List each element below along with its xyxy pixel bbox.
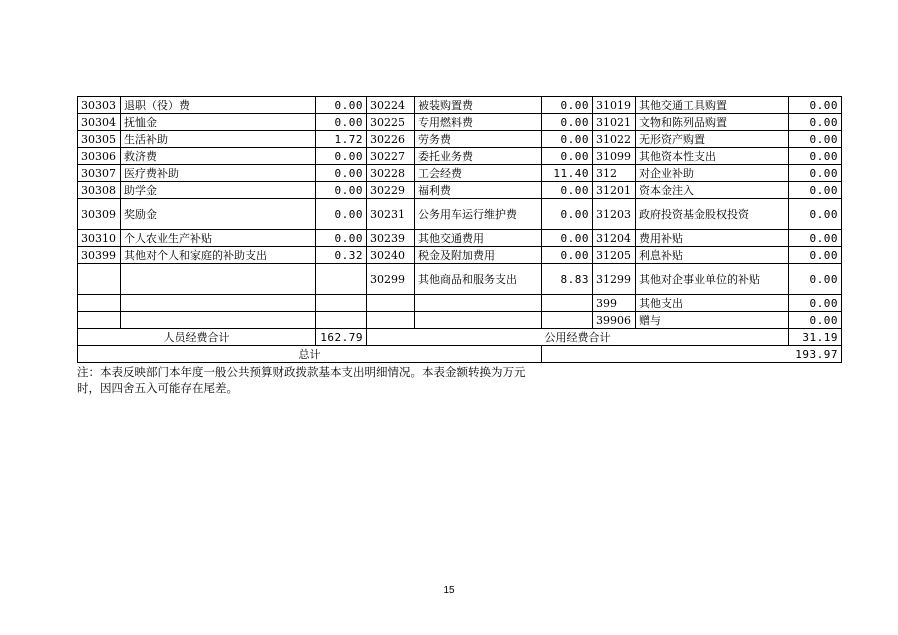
table-row [78, 165, 842, 182]
table-row [78, 97, 842, 114]
econ-code-cell: 39906 [593, 312, 636, 329]
econ-code-cell: 312 [593, 165, 636, 182]
item-name-cell: 奖励金 [121, 199, 316, 230]
item-name-cell: 其他交通费用 [415, 230, 542, 247]
amount-cell: 0.00 [542, 182, 593, 199]
item-name-cell: 文物和陈列品购置 [636, 114, 789, 131]
econ-code-cell: 30299 [367, 264, 415, 295]
econ-code-cell: 30308 [78, 182, 121, 199]
econ-code-cell: 30307 [78, 165, 121, 182]
econ-code-cell: 30224 [367, 97, 415, 114]
public-subtotal-value: 31.19 [789, 329, 842, 346]
econ-code-cell: 31203 [593, 199, 636, 230]
item-name-cell: 资本金注入 [636, 182, 789, 199]
econ-code-cell: 30310 [78, 230, 121, 247]
table-row [78, 264, 842, 295]
item-name-cell: 利息补贴 [636, 247, 789, 264]
amount-cell: 0.00 [316, 165, 367, 182]
econ-code-cell: 30231 [367, 199, 415, 230]
personnel-subtotal-label: 人员经费合计 [78, 329, 316, 346]
amount-cell: 0.00 [542, 148, 593, 165]
amount-cell: 0.00 [542, 97, 593, 114]
item-name-cell: 被装购置费 [415, 97, 542, 114]
table-row [78, 131, 842, 148]
amount-cell: 0.00 [542, 199, 593, 230]
item-name-cell: 个人农业生产补贴 [121, 230, 316, 247]
econ-code-cell: 30399 [78, 247, 121, 264]
table-row [78, 230, 842, 247]
econ-code-cell: 30240 [367, 247, 415, 264]
econ-code-cell: 30306 [78, 148, 121, 165]
amount-cell: 0.00 [316, 182, 367, 199]
amount-cell: 0.00 [789, 148, 842, 165]
item-name-cell: 其他交通工具购置 [636, 97, 789, 114]
item-name-cell: 赠与 [636, 312, 789, 329]
amount-cell: 0.32 [316, 247, 367, 264]
amount-cell: 0.00 [316, 97, 367, 114]
item-name-cell [121, 312, 316, 329]
personnel-subtotal-value: 162.79 [316, 329, 367, 346]
econ-code-cell: 399 [593, 295, 636, 312]
amount-cell: 0.00 [542, 114, 593, 131]
item-name-cell: 专用燃料费 [415, 114, 542, 131]
amount-cell: 0.00 [789, 230, 842, 247]
amount-cell: 0.00 [789, 97, 842, 114]
amount-cell [316, 295, 367, 312]
econ-code-cell: 30229 [367, 182, 415, 199]
item-name-cell: 救济费 [121, 148, 316, 165]
item-name-cell: 对企业补助 [636, 165, 789, 182]
econ-code-cell: 31205 [593, 247, 636, 264]
item-name-cell: 退职（役）费 [121, 97, 316, 114]
amount-cell [316, 312, 367, 329]
item-name-cell: 其他对个人和家庭的补助支出 [121, 247, 316, 264]
footnote-line-1: 注：本表反映部门本年度一般公共预算财政拨款基本支出明细情况。本表金额转换为万元 [77, 365, 526, 379]
footnote-line-2: 时，因四舍五入可能存在尾差。 [77, 381, 238, 395]
item-name-cell [415, 295, 542, 312]
econ-code-cell: 31299 [593, 264, 636, 295]
table-row [78, 247, 842, 264]
item-name-cell [415, 312, 542, 329]
table-row [78, 182, 842, 199]
total-row [78, 346, 842, 363]
amount-cell: 8.83 [542, 264, 593, 295]
item-name-cell: 抚恤金 [121, 114, 316, 131]
table-footnote [77, 364, 547, 396]
table-row [78, 114, 842, 131]
item-name-cell: 其他支出 [636, 295, 789, 312]
page-number: 15 [443, 585, 455, 596]
item-name-cell [121, 264, 316, 295]
econ-code-cell: 30304 [78, 114, 121, 131]
item-name-cell [121, 295, 316, 312]
public-subtotal-label: 公用经费合计 [367, 329, 789, 346]
item-name-cell: 税金及附加费用 [415, 247, 542, 264]
item-name-cell: 委托业务费 [415, 148, 542, 165]
econ-code-cell: 30226 [367, 131, 415, 148]
econ-code-cell [78, 312, 121, 329]
amount-cell: 0.00 [789, 247, 842, 264]
amount-cell: 0.00 [542, 230, 593, 247]
item-name-cell: 其他资本性支出 [636, 148, 789, 165]
econ-code-cell: 30309 [78, 199, 121, 230]
item-name-cell: 福利费 [415, 182, 542, 199]
econ-code-cell [78, 264, 121, 295]
item-name-cell: 费用补贴 [636, 230, 789, 247]
item-name-cell: 其他商品和服务支出 [415, 264, 542, 295]
amount-cell: 0.00 [316, 148, 367, 165]
econ-code-cell: 31022 [593, 131, 636, 148]
econ-code-cell: 30227 [367, 148, 415, 165]
amount-cell: 0.00 [542, 131, 593, 148]
table-row [78, 295, 842, 312]
item-name-cell: 其他对企事业单位的补贴 [636, 264, 789, 295]
item-name-cell: 工会经费 [415, 165, 542, 182]
amount-cell: 0.00 [316, 230, 367, 247]
table-row [78, 148, 842, 165]
item-name-cell: 公务用车运行维护费 [415, 199, 542, 230]
econ-code-cell: 30239 [367, 230, 415, 247]
econ-code-cell: 30228 [367, 165, 415, 182]
item-name-cell: 生活补助 [121, 131, 316, 148]
amount-cell: 0.00 [789, 182, 842, 199]
econ-code-cell: 31201 [593, 182, 636, 199]
amount-cell: 0.00 [789, 312, 842, 329]
amount-cell: 0.00 [316, 114, 367, 131]
amount-cell: 0.00 [316, 199, 367, 230]
econ-code-cell: 31099 [593, 148, 636, 165]
item-name-cell: 无形资产购置 [636, 131, 789, 148]
total-label: 总计 [78, 346, 542, 363]
amount-cell [542, 312, 593, 329]
subtotal-row [78, 329, 842, 346]
item-name-cell: 劳务费 [415, 131, 542, 148]
econ-code-cell: 30303 [78, 97, 121, 114]
amount-cell: 11.40 [542, 165, 593, 182]
total-value: 193.97 [542, 346, 842, 363]
econ-code-cell: 31021 [593, 114, 636, 131]
amount-cell: 1.72 [316, 131, 367, 148]
amount-cell [316, 264, 367, 295]
amount-cell: 0.00 [789, 295, 842, 312]
budget-expenditure-table [77, 96, 842, 363]
econ-code-cell [367, 312, 415, 329]
amount-cell: 0.00 [789, 199, 842, 230]
amount-cell: 0.00 [789, 165, 842, 182]
table-row [78, 312, 842, 329]
amount-cell: 0.00 [789, 131, 842, 148]
econ-code-cell [367, 295, 415, 312]
amount-cell: 0.00 [789, 114, 842, 131]
amount-cell: 0.00 [542, 247, 593, 264]
item-name-cell: 医疗费补助 [121, 165, 316, 182]
table-row [78, 199, 842, 230]
item-name-cell: 政府投资基金股权投资 [636, 199, 789, 230]
econ-code-cell: 30305 [78, 131, 121, 148]
amount-cell [542, 295, 593, 312]
econ-code-cell: 31204 [593, 230, 636, 247]
econ-code-cell: 30225 [367, 114, 415, 131]
econ-code-cell [78, 295, 121, 312]
econ-code-cell: 31019 [593, 97, 636, 114]
amount-cell: 0.00 [789, 264, 842, 295]
item-name-cell: 助学金 [121, 182, 316, 199]
